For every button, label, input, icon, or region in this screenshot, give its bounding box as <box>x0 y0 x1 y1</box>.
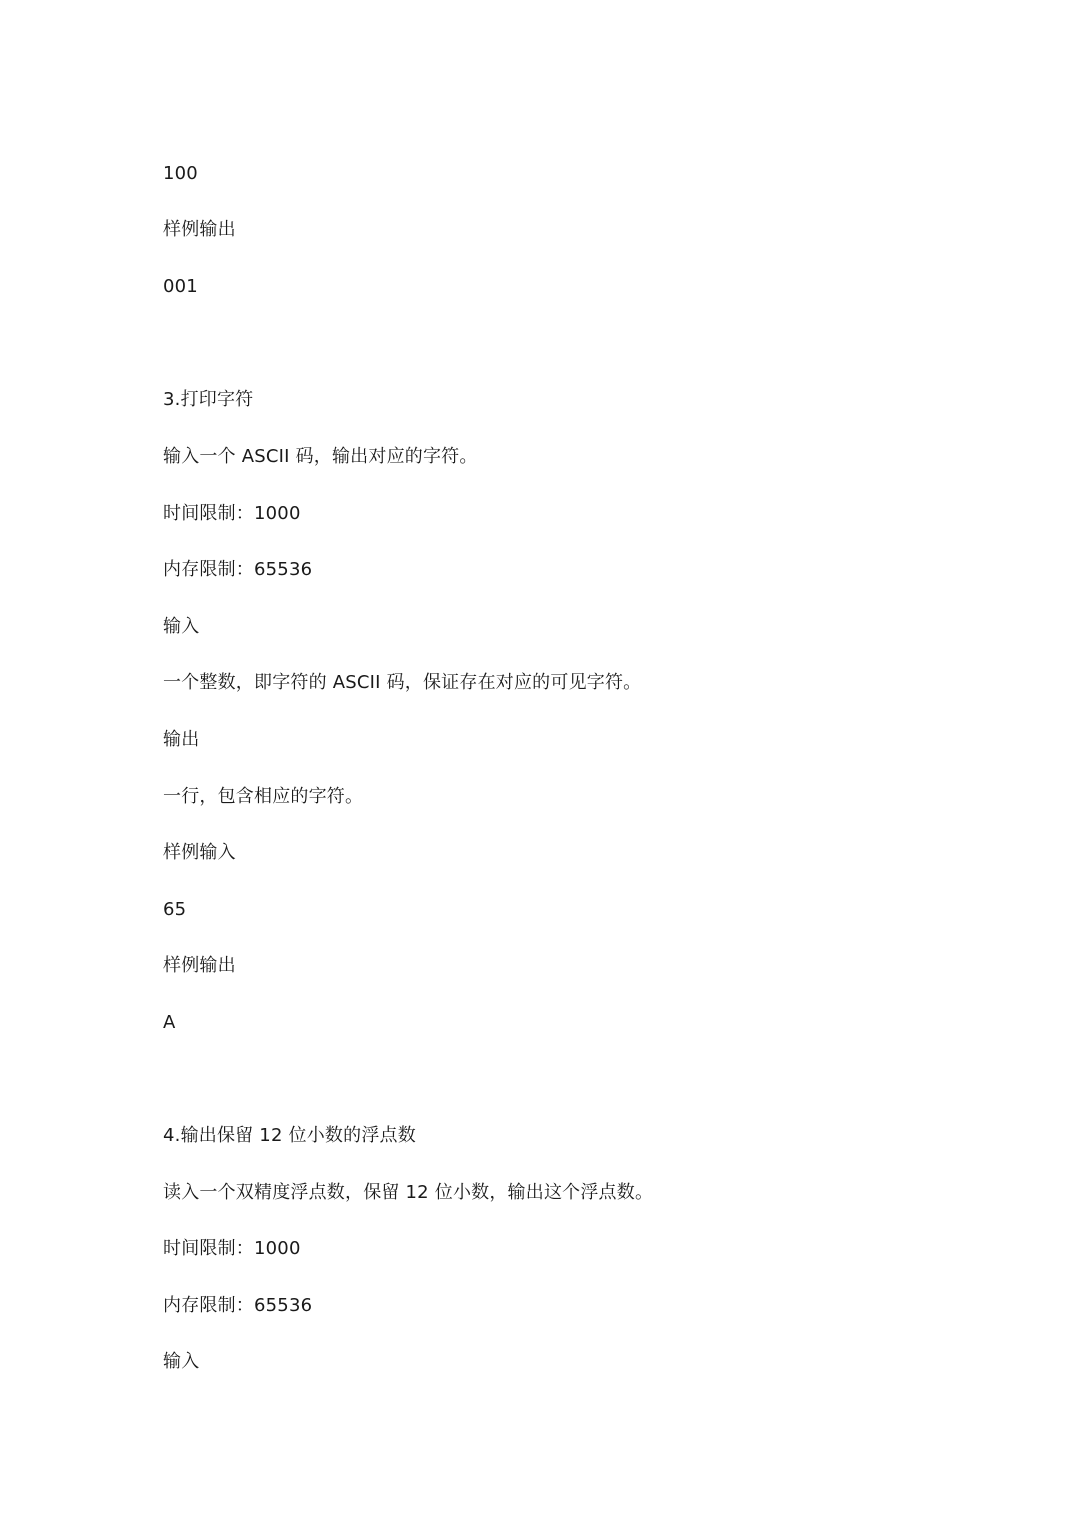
sample-output-label: 样例输出 <box>163 219 236 240</box>
problem-4-memory-limit: 内存限制：65536 <box>163 1295 313 1316</box>
problem-3-sample-output-label: 样例输出 <box>163 955 236 976</box>
problem-3-time-limit: 时间限制：1000 <box>163 503 301 524</box>
problem-3-sample-output-value: A <box>163 1012 176 1033</box>
problem-4-input-label: 输入 <box>163 1351 200 1372</box>
problem-3-output-description: 一行，包含相应的字符。 <box>163 786 364 807</box>
problem-3-title: 3.打印字符 <box>163 389 254 410</box>
problem-3-input-label: 输入 <box>163 616 200 637</box>
problem-3-sample-input-value: 65 <box>163 899 187 920</box>
problem-3-output-label: 输出 <box>163 729 200 750</box>
problem-4-description: 读入一个双精度浮点数，保留 12 位小数，输出这个浮点数。 <box>163 1182 654 1203</box>
problem-3-memory-limit: 内存限制：65536 <box>163 559 313 580</box>
problem-3-sample-input-label: 样例输入 <box>163 842 236 863</box>
sample-input-value: 100 <box>163 163 198 184</box>
problem-3-input-description: 一个整数，即字符的 ASCII 码，保证存在对应的可见字符。 <box>163 672 642 693</box>
sample-output-value: 001 <box>163 276 198 297</box>
problem-4-time-limit: 时间限制：1000 <box>163 1238 301 1259</box>
problem-3-description: 输入一个 ASCII 码，输出对应的字符。 <box>163 446 478 467</box>
problem-4-title: 4.输出保留 12 位小数的浮点数 <box>163 1125 416 1146</box>
